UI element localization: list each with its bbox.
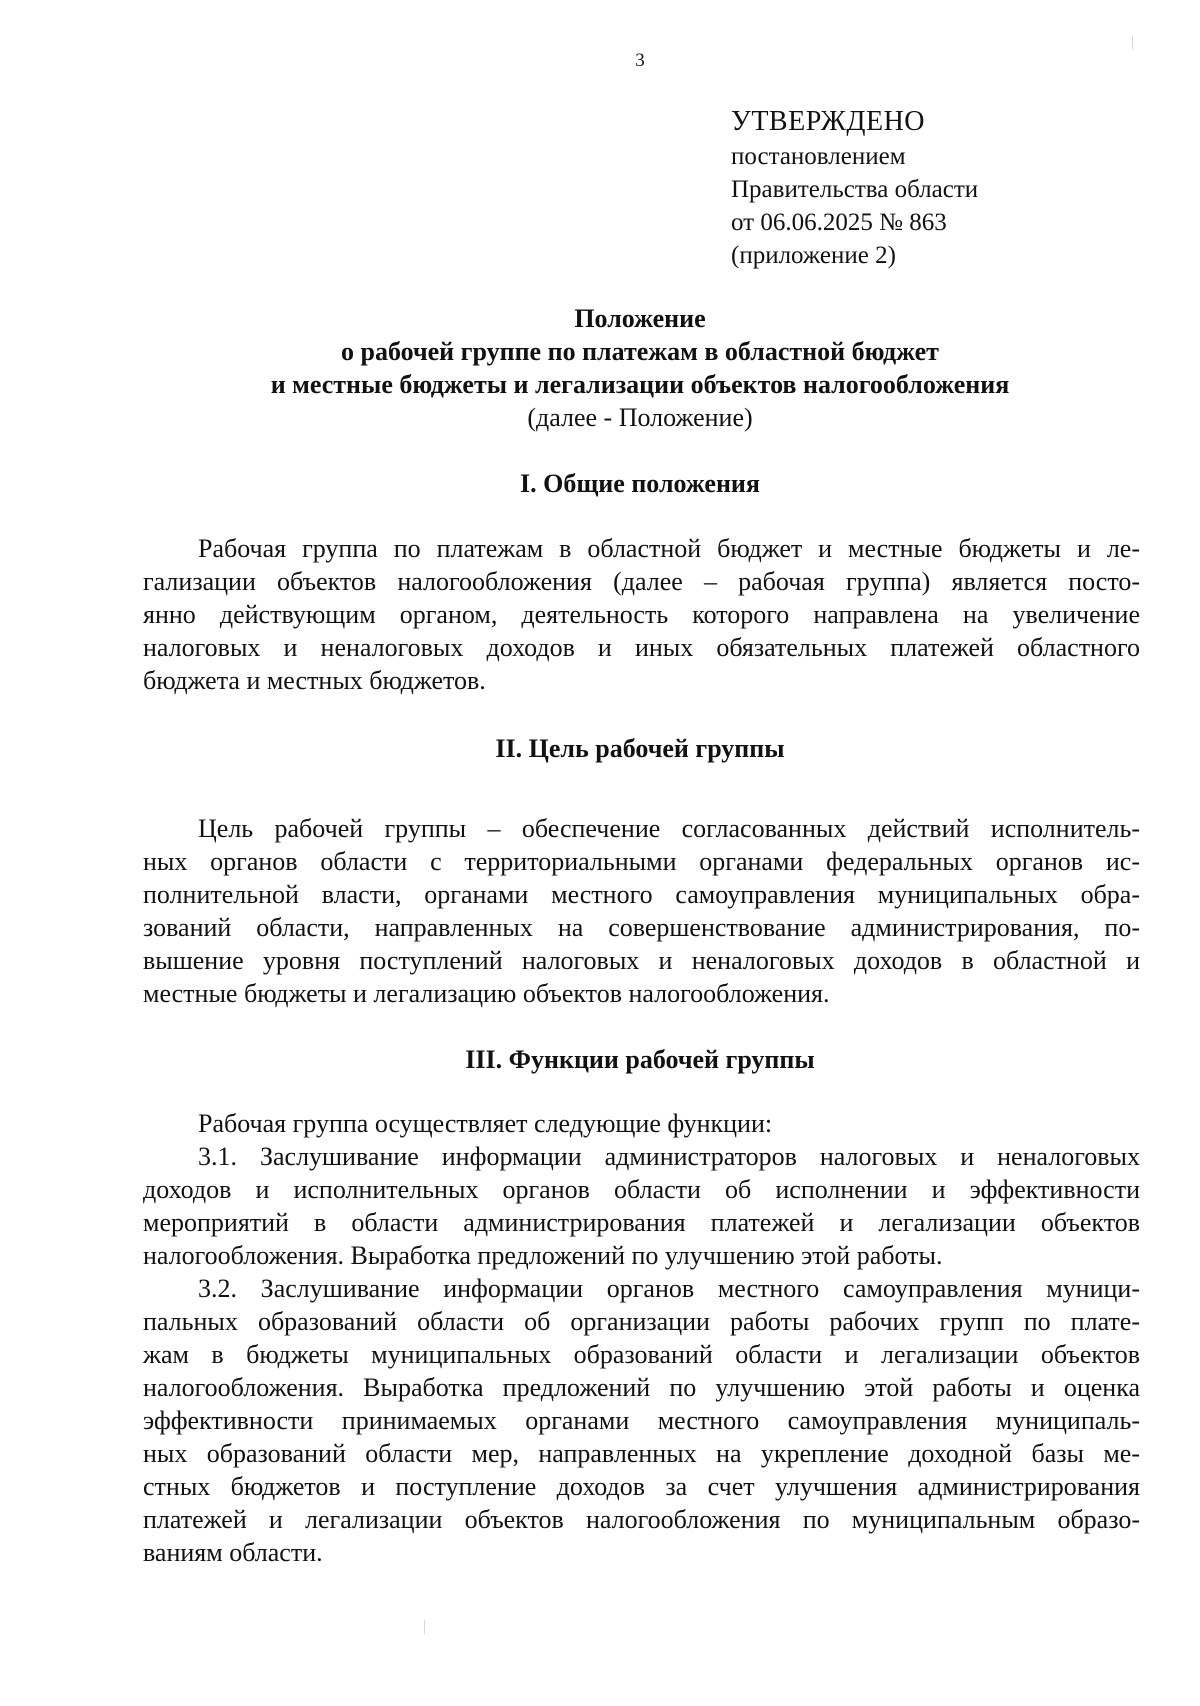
paragraph-line: жам в бюджеты муниципальных образований области и легализации объектов [143, 1340, 1140, 1369]
title-line: и местные бюджеты и легализации объектов налогообложения [270, 370, 1010, 399]
paragraph-line: эффективности принимаемых органами местного самоуправления муниципаль- [143, 1406, 1140, 1435]
paragraph-line: янно действующим органом, деятельность которого направлена на увеличение [143, 600, 1140, 629]
paragraph-line: стных бюджетов и поступление доходов за счет улучшения администрирования [143, 1472, 1140, 1501]
approval-line: (приложение 2) [731, 242, 896, 269]
paragraph-line: налогообложения. Выработка предложений по улучшению этой работы. [143, 1241, 943, 1270]
paragraph-line: местные бюджеты и легализацию объектов налогообложения. [143, 979, 830, 1008]
paragraph-line: бюджета и местных бюджетов. [143, 666, 486, 695]
paragraph-line: 3.2. Заслушивание информации органов местного самоуправления муници- [198, 1274, 1140, 1303]
paragraph-line: ных органов области с территориальными органами федеральных органов ис- [143, 847, 1140, 876]
approval-stamp: УТВЕРЖДЕНО [731, 106, 926, 137]
document-title [140, 302, 1140, 434]
paragraph [143, 532, 1140, 697]
paragraph-line: Рабочая группа осуществляет следующие функции: [198, 1109, 773, 1138]
paragraph-line: платежей и легализации объектов налогообложения по муниципальным образо- [143, 1505, 1140, 1534]
approval-line: Правительства области [731, 176, 979, 203]
paragraph-line: налогообложения. Выработка предложений по улучшению этой работы и оценка [143, 1373, 1140, 1402]
paragraph-line: зований области, направленных на совершенствование администрирования, по- [143, 913, 1140, 942]
paragraph-line: Рабочая группа по платежам в областной бюджет и местные бюджеты и ле- [198, 534, 1140, 563]
title-line: о рабочей группе по платежам в областной бюджет [341, 337, 939, 366]
paragraph-line: мероприятий в области администрирования платежей и легализации объектов [143, 1208, 1140, 1237]
title-line: Положение [574, 304, 706, 333]
paragraph-line: полнительной власти, органами местного самоуправления муниципальных обра- [143, 880, 1140, 909]
paragraph-line: налоговых и неналоговых доходов и иных обязательных платежей областного [143, 633, 1140, 662]
page-number: 3 [635, 50, 645, 71]
paragraph [143, 812, 1140, 1010]
paragraph-line: пальных образований области об организации работы рабочих групп по плате- [143, 1307, 1140, 1336]
paragraph-line: ваниям области. [143, 1538, 323, 1567]
approval-line: постановлением [731, 143, 906, 170]
approval-line: от 06.06.2025 № 863 [731, 209, 947, 236]
section-heading: III. Функции рабочей группы [465, 1045, 815, 1074]
paragraph [143, 1107, 1140, 1569]
approval-block [731, 104, 978, 272]
title-note: (далее - Положение) [527, 403, 753, 432]
section-heading: I. Общие положения [520, 469, 760, 498]
scan-artifact [1132, 36, 1133, 50]
scan-artifact [424, 1620, 425, 1634]
section-heading: II. Цель рабочей группы [495, 734, 785, 763]
paragraph-line: гализации объектов налогообложения (далее – рабочая группа) является посто- [143, 567, 1140, 596]
paragraph-line: доходов и исполнительных органов области об исполнении и эффективности [143, 1175, 1140, 1204]
paragraph-line: Цель рабочей группы – обеспечение согласованных действий исполнитель- [198, 814, 1140, 843]
paragraph-line: ных образований области мер, направленных на укрепление доходной базы ме- [143, 1439, 1140, 1468]
paragraph-line: вышение уровня поступлений налоговых и неналоговых доходов в областной и [143, 946, 1140, 975]
paragraph-line: 3.1. Заслушивание информации администраторов налоговых и неналоговых [198, 1142, 1140, 1171]
